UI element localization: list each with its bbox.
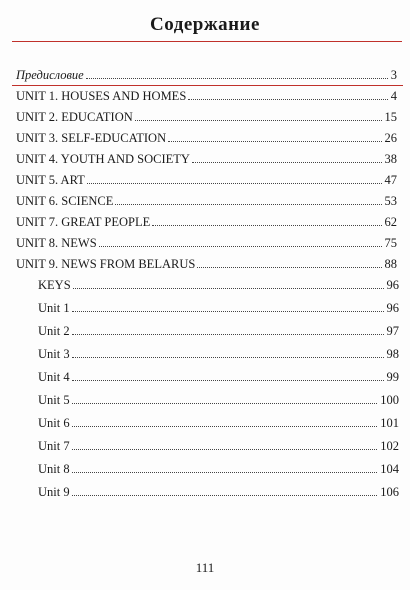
toc-entry-label: Unit 5 [38,393,70,407]
toc-entry-page: 99 [386,370,399,384]
leader-dots [168,141,381,142]
toc-entry-page: 4 [390,89,397,103]
toc-entry-page: 15 [384,110,397,124]
toc-entry-page: 88 [384,257,397,271]
toc-entry-label: Unit 2 [38,324,70,338]
toc-entry-page: 53 [384,194,397,208]
toc-entry-unit-8[interactable] [16,230,397,250]
toc-entry-label: UNIT 4. YOUTH AND SOCIETY [16,152,190,166]
toc-entry-page: 106 [380,485,399,499]
toc-entry-label: KEYS [38,278,71,292]
toc-entry-label: UNIT 3. SELF-EDUCATION [16,131,167,145]
toc-entry-page: 75 [384,236,397,250]
leader-dots [72,472,378,473]
toc-entry-label: Unit 6 [38,416,70,430]
toc-entry-page: 98 [386,347,399,361]
leader-dots [72,334,384,335]
leader-dots [72,449,378,450]
toc-entry-label: Unit 4 [38,370,70,384]
leader-dots [197,267,381,268]
toc-entry-label: Unit 3 [38,347,70,361]
toc-entry-unit-6[interactable] [16,188,397,208]
toc-entry-unit-9[interactable] [16,251,397,271]
leader-dots [73,288,384,289]
leader-dots [72,426,378,427]
toc-entry-key-unit-5[interactable] [38,387,399,407]
toc-entry-label: UNIT 2. EDUCATION [16,110,133,124]
toc-entry-label: Предисловие [16,68,84,82]
toc-entry-key-unit-2[interactable] [38,318,399,338]
toc-entry-unit-7[interactable] [16,209,397,229]
toc-entry-page: 101 [380,416,399,430]
toc-entry-page: 3 [390,68,397,82]
toc-entry-key-unit-6[interactable] [38,410,399,430]
toc-entry-label: UNIT 9. NEWS FROM BELARUS [16,257,196,271]
toc-entry-page: 97 [386,324,399,338]
leader-dots [192,162,382,163]
toc-entry-label: UNIT 1. HOUSES AND HOMES [16,89,187,103]
toc-entry-key-unit-9[interactable] [38,479,399,499]
toc-entry-key-unit-7[interactable] [38,433,399,453]
leader-dots [72,357,384,358]
toc-entry-unit-5[interactable] [16,167,397,187]
leader-dots [152,225,381,226]
toc-entry-unit-2[interactable] [16,104,397,124]
toc-entry-keys[interactable] [38,272,399,292]
toc-entry-preface[interactable] [16,62,397,82]
toc-entry-label: Unit 9 [38,485,70,499]
toc-entry-page: 102 [380,439,399,453]
toc-entry-label: UNIT 6. SCIENCE [16,194,114,208]
toc-entry-unit-4[interactable] [16,146,397,166]
toc-entry-unit-3[interactable] [16,125,397,145]
leader-dots [72,403,378,404]
leader-dots [72,495,378,496]
leader-dots [99,246,382,247]
toc-entry-page: 96 [386,278,399,292]
toc-entry-key-unit-3[interactable] [38,341,399,361]
toc-entry-label: Unit 7 [38,439,70,453]
leader-dots [72,311,384,312]
page-title: Содержание [150,14,260,35]
toc-entry-key-unit-8[interactable] [38,456,399,476]
title-divider [12,41,402,42]
toc-entry-key-unit-1[interactable] [38,295,399,315]
toc-entry-label: UNIT 5. ART [16,173,85,187]
leader-dots [86,78,388,79]
leader-dots [188,99,387,100]
toc-entry-page: 100 [380,393,399,407]
toc-entry-key-unit-4[interactable] [38,364,399,384]
toc-entry-page: 26 [384,131,397,145]
toc-entry-page: 104 [380,462,399,476]
toc-entry-label: UNIT 8. NEWS [16,236,97,250]
toc-entry-label: UNIT 7. GREAT PEOPLE [16,215,151,229]
toc-entry-page: 38 [384,152,397,166]
toc-entry-unit-1[interactable] [16,83,397,103]
leader-dots [135,120,382,121]
toc-entry-page: 62 [384,215,397,229]
leader-dots [115,204,381,205]
leader-dots [87,183,382,184]
toc-entry-page: 96 [386,301,399,315]
toc-entry-label: Unit 1 [38,301,70,315]
toc-entry-label: Unit 8 [38,462,70,476]
toc-entry-page: 47 [384,173,397,187]
page-number: 111 [195,560,215,575]
leader-dots [72,380,384,381]
